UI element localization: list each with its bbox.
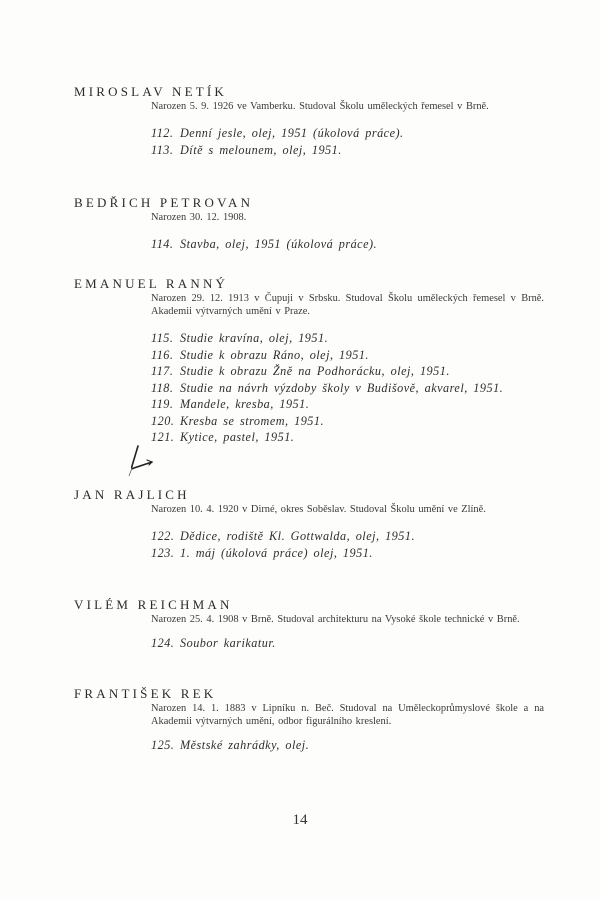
work-item xyxy=(151,528,544,545)
artist-name: FRANTIŠEK REK xyxy=(74,686,217,701)
works-list xyxy=(151,737,544,754)
work-title: Městské zahrádky, olej. xyxy=(180,738,310,752)
work-item xyxy=(151,330,544,347)
works-list xyxy=(151,635,544,652)
work-title: Studie kravína, olej, 1951. xyxy=(180,331,329,345)
work-title: Dítě s melounem, olej, 1951. xyxy=(180,142,342,157)
work-title: Mandele, kresba, 1951. xyxy=(180,397,310,411)
work-title: Soubor karikatur. xyxy=(180,636,276,650)
artist-entry xyxy=(74,686,544,754)
work-item xyxy=(151,380,544,397)
work-item xyxy=(151,142,544,159)
work-title: Studie na návrh výzdoby školy v Budišově, akvarel, 1951. xyxy=(180,380,504,395)
work-title: Studie k obrazu Ráno, olej, 1951. xyxy=(180,347,369,362)
work-number: 120. xyxy=(151,413,175,428)
artist-name: EMANUEL RANNÝ xyxy=(74,276,229,291)
work-title: Denní jesle, olej, 1951 (úkolová práce). xyxy=(180,126,404,140)
work-item xyxy=(151,413,544,430)
work-number: 125. xyxy=(151,738,175,752)
work-number: 112. xyxy=(151,126,174,140)
artist-bio: Narozen 25. 4. 1908 v Brně. Studoval architekturu na Vysoké škole technické v Brně. xyxy=(151,614,520,625)
artist-bio: Narozen 5. 9. 1926 ve Vamberku. Studoval Školu uměleckých řemesel v Brně. xyxy=(151,101,489,112)
work-number: 122. xyxy=(151,529,175,543)
artist-entry xyxy=(74,84,544,158)
artist-entry xyxy=(74,195,544,253)
work-title: Studie k obrazu Žně na Podhorácku, olej, 1951. xyxy=(180,364,450,378)
work-number: 121. xyxy=(151,430,175,444)
work-item xyxy=(151,236,544,253)
work-item xyxy=(151,545,544,562)
artist-entry xyxy=(74,276,544,446)
artist-entry xyxy=(74,487,544,561)
works-list xyxy=(151,236,544,253)
artist-bio: Narozen 29. 12. 1913 v Čupuji v Srbsku. Studoval Školu uměleckých řemesel v Brně. Akademii výtvarných umění v Praze. xyxy=(151,293,544,317)
work-number: 123. xyxy=(151,545,175,560)
work-number: 124. xyxy=(151,636,175,650)
artist-name: MIROSLAV NETÍK xyxy=(74,84,228,99)
artist-bio: Narozen 10. 4. 1920 v Dirné, okres Soběslav. Studoval Školu umění ve Zlíně. xyxy=(151,504,486,515)
works-list xyxy=(151,125,544,158)
work-item xyxy=(151,429,544,446)
work-number: 116. xyxy=(151,347,174,362)
artist-name: BEDŘICH PETROVAN xyxy=(74,195,254,210)
work-item xyxy=(151,737,544,754)
artist-entry xyxy=(74,597,544,652)
pen-check-mark-icon xyxy=(128,442,168,478)
work-number: 113. xyxy=(151,142,174,157)
work-title: Dědice, rodiště Kl. Gottwalda, olej, 1951. xyxy=(180,529,416,543)
work-item xyxy=(151,396,544,413)
artist-name: VILÉM REICHMAN xyxy=(74,597,233,612)
page-number: 14 xyxy=(292,812,308,828)
work-number: 119. xyxy=(151,397,174,411)
work-item xyxy=(151,363,544,380)
work-title: Kytice, pastel, 1951. xyxy=(180,430,295,444)
work-number: 117. xyxy=(151,364,174,378)
work-title: Kresba se stromem, 1951. xyxy=(180,413,325,428)
artist-name: JAN RAJLICH xyxy=(74,487,190,502)
work-item xyxy=(151,347,544,364)
works-list xyxy=(151,330,544,446)
works-list xyxy=(151,528,544,561)
work-title: 1. máj (úkolová práce) olej, 1951. xyxy=(180,545,373,560)
work-number: 114. xyxy=(151,237,174,251)
work-number: 118. xyxy=(151,380,174,395)
work-number: 115. xyxy=(151,331,174,345)
artist-bio: Narozen 30. 12. 1908. xyxy=(151,212,247,223)
work-title: Stavba, olej, 1951 (úkolová práce). xyxy=(180,237,378,251)
work-item xyxy=(151,125,544,142)
work-item xyxy=(151,635,544,652)
artist-bio: Narozen 14. 1. 1883 v Lipníku n. Beč. Studoval na Uměleckoprůmyslové škole a na Akademii výtvarných umění, odbor figurálního kreslení. xyxy=(151,703,544,727)
